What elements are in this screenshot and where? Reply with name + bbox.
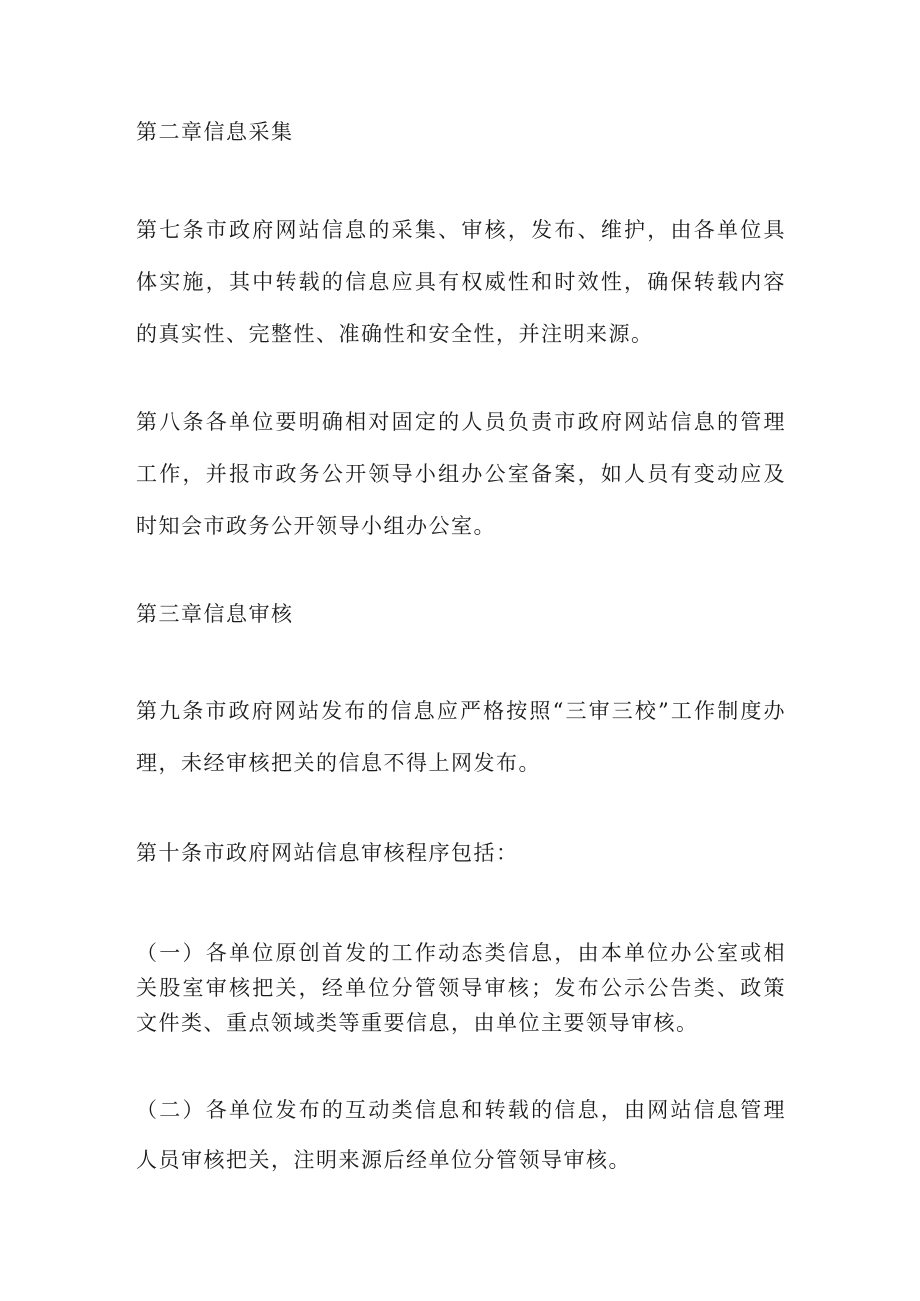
list-item-1: （一）各单位原创首发的工作动态类信息，由本单位办公室或相关股室审核把关，经单位分管领导审核；发布公示公告类、政策文件类、重点领域类等重要信息，由单位主要领导审核。	[136, 941, 786, 1035]
article-9-paragraph: 第九条市政府网站发布的信息应严格按照“三审三校”工作制度办理，未经审核把关的信息不得上网发布。	[136, 699, 786, 775]
article-10-paragraph: 第十条市政府网站信息审核程序包括：	[136, 841, 519, 865]
list-item-2: （二）各单位发布的互动类信息和转载的信息，由网站信息管理人员审核把关，注明来源后经单位分管领导审核。	[136, 1098, 786, 1172]
chapter-2-heading: 第二章信息采集	[136, 120, 294, 144]
article-7-paragraph: 第七条市政府网站信息的采集、审核，发布、维护，由各单位具体实施，其中转载的信息应具有权威性和时效性，确保转载内容的真实性、完整性、准确性和安全性，并注明来源。	[136, 218, 786, 346]
chapter-3-heading: 第三章信息审核	[136, 602, 294, 626]
article-8-paragraph: 第八条各单位要明确相对固定的人员负责市政府网站信息的管理工作，并报市政务公开领导小组办公室备案，如人员有变动应及时知会市政务公开领导小组办公室。	[136, 410, 786, 538]
